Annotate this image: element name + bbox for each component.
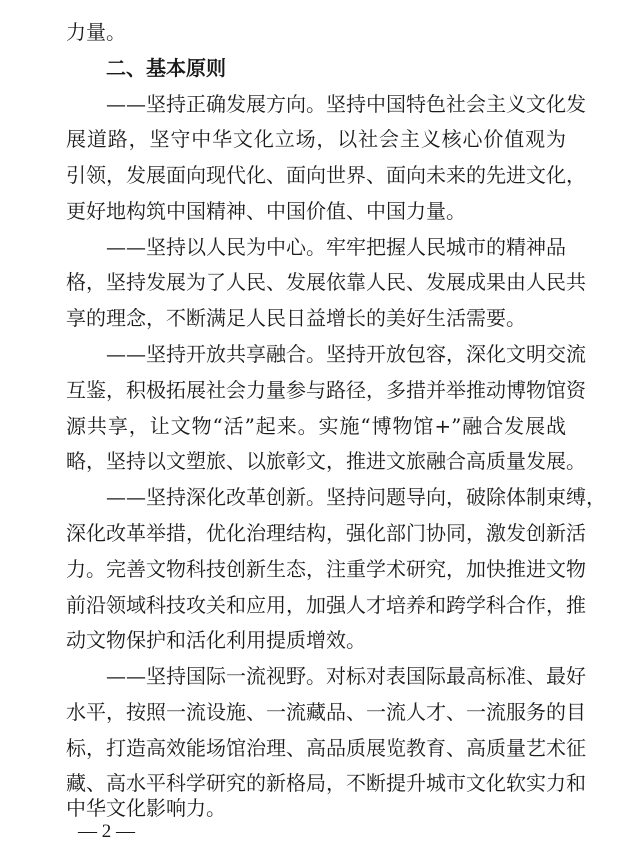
- text-line: ——坚持正确发展方向。坚持中国特色社会主义文化发: [106, 92, 586, 116]
- text-line: 引领，发展面向现代化、面向世界、面向未来的先进文化，: [66, 163, 586, 187]
- text-line: 标，打造高效能场馆治理、高品质展览教育、高质量艺术征: [66, 736, 586, 760]
- page-number: — 2 —: [78, 821, 135, 842]
- text-line: 源共享，让文物“活”起来。实施“博物馆+”融合发展战: [66, 414, 566, 438]
- text-line: 水平，按照一流设施、一流藏品、一流人才、一流服务的目: [66, 700, 586, 724]
- text-line: 略，坚持以文塑旅、以旅彰文，推进文旅融合高质量发展。: [66, 449, 586, 473]
- text-line: 动文物保护和活化利用提质增效。: [66, 628, 366, 652]
- text-line: 享的理念，不断满足人民日益增长的美好生活需要。: [66, 306, 526, 330]
- text-line: 前沿领域科技攻关和应用，加强人才培养和跨学科合作，推: [66, 593, 586, 617]
- text-line: 更好地构筑中国精神、中国价值、中国力量。: [66, 199, 466, 223]
- text-line: 藏、高水平科学研究的新格局，不断提升城市文化软实力和: [66, 771, 586, 795]
- text-line: ——坚持国际一流视野。对标对表国际最高标准、最好: [106, 664, 586, 688]
- text-line: 力。完善文物科技创新生态，注重学术研究，加快推进文物: [66, 557, 586, 581]
- text-line: 中华文化影响力。: [66, 796, 226, 820]
- text-line: 展道路，坚守中华文化立场，以社会主义核心价值观为: [66, 127, 566, 151]
- text-line: 深化改革举措，优化治理结构，强化部门协同，激发创新活: [66, 521, 586, 545]
- text-line: ——坚持深化改革创新。坚持问题导向，破除体制束缚，: [106, 485, 606, 509]
- text-line: ——坚持以人民为中心。牢牢把握人民城市的精神品: [106, 235, 566, 259]
- text-line: 力量。: [66, 20, 126, 44]
- text-line: 格，坚持发展为了人民、发展依靠人民、发展成果由人民共: [66, 270, 586, 294]
- text-line: 互鉴，积极拓展社会力量参与路径，多措并举推动博物馆资: [66, 378, 586, 402]
- section-heading: 二、基本原则: [106, 56, 226, 80]
- text-line: ——坚持开放共享融合。坚持开放包容，深化文明交流: [106, 342, 586, 366]
